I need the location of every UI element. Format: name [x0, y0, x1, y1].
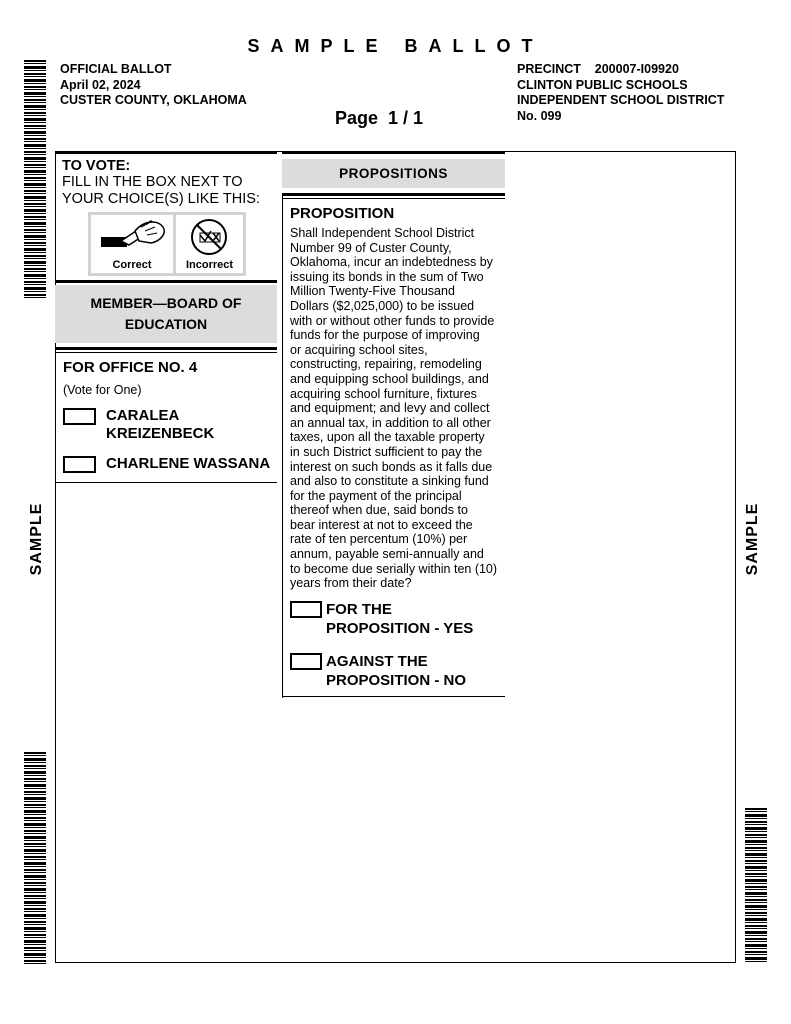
- divider: [282, 696, 505, 697]
- proposition-choice-no[interactable]: [290, 652, 505, 690]
- proposition-text-line: with or without other funds to provide: [290, 313, 495, 328]
- proposition-text-line: taxes, upon all the taxable property: [290, 430, 485, 445]
- proposition-text-line: constructing, repairing, remodeling: [290, 357, 482, 372]
- proposition-text-line: acquiring school furniture, fixtures: [290, 386, 477, 401]
- precinct-number: PRECINCT 200007-I09920: [517, 62, 679, 76]
- contest-heading-line2: EDUCATION: [124, 316, 208, 332]
- proposition-choice-yes[interactable]: [290, 600, 505, 638]
- proposition-text-line: bear interest at not to exceed the: [290, 517, 473, 532]
- proposition-text-line: an annual tax, in addition to all other: [290, 415, 491, 430]
- county-name: CUSTER COUNTY, OKLAHOMA: [60, 93, 247, 107]
- precinct-info: [517, 62, 724, 124]
- proposition-text-line: annum, payable semi-annually and: [290, 547, 484, 562]
- contest-heading: [55, 285, 277, 343]
- vote-box[interactable]: [63, 456, 96, 473]
- candidate-option[interactable]: [63, 407, 277, 443]
- incorrect-example: [176, 215, 243, 273]
- proposition-text-line: interest on such bonds as it falls due: [290, 459, 493, 474]
- column-contests: [55, 151, 277, 483]
- proposition-text-line: and equipment; and levy and collect: [290, 401, 490, 416]
- page-number: Page 1 / 1: [335, 108, 424, 128]
- instructions-line2: YOUR CHOICE(S) LIKE THIS:: [62, 191, 260, 207]
- proposition-text-line: funds for the purpose of improving: [290, 328, 480, 343]
- vote-for-instruction: (Vote for One): [63, 383, 142, 397]
- marking-examples: [88, 212, 246, 276]
- district-name: CLINTON PUBLIC SCHOOLS: [517, 77, 688, 92]
- incorrect-mark-icon: [176, 215, 243, 259]
- vote-box[interactable]: [290, 653, 322, 670]
- proposition-text-line: Number 99 of Custer County,: [290, 240, 452, 255]
- candidate-name-line1: CHARLENE WASSANA: [106, 455, 271, 472]
- proposition-text-line: Shall Independent School District: [290, 226, 475, 240]
- proposition-text-line: issuing its bonds in the sum of Two: [290, 269, 484, 284]
- candidate-name-line2: KREIZENBECK: [106, 425, 215, 442]
- proposition-heading: PROPOSITION: [290, 205, 395, 222]
- sample-label-left: SAMPLE: [28, 502, 45, 576]
- choice-line1: AGAINST THE: [326, 652, 428, 670]
- instructions-heading: TO VOTE:: [62, 158, 131, 174]
- proposition-text-line: Oklahoma, incur an indebtedness by: [290, 255, 493, 270]
- proposition-text: [282, 222, 505, 591]
- choice-line1: FOR THE: [326, 600, 392, 618]
- candidate-option[interactable]: [63, 455, 277, 473]
- propositions-section-heading: PROPOSITIONS: [282, 159, 505, 188]
- proposition-text-line: Dollars ($2,025,000) to be issued: [290, 298, 475, 313]
- ballot-info: [60, 62, 247, 109]
- vote-box[interactable]: [63, 408, 96, 425]
- proposition-text-line: Million Twenty-Five Thousand: [290, 284, 455, 299]
- column-divider: [282, 194, 283, 698]
- sample-label-right: SAMPLE: [744, 502, 761, 576]
- candidate-name-line1: CARALEA: [106, 407, 180, 424]
- proposition-text-line: and also to constitute a sinking fund: [290, 474, 489, 489]
- correct-label: Correct: [112, 259, 152, 271]
- barcode-left-top: [24, 60, 46, 298]
- incorrect-label: Incorrect: [185, 259, 234, 271]
- office-title: FOR OFFICE NO. 4: [63, 359, 198, 376]
- proposition-text-line: thereof when due, said bonds to: [290, 503, 468, 518]
- choice-line2: PROPOSITION - YES: [326, 619, 474, 637]
- proposition-text-line: rate of ten percentum (10%) per: [290, 532, 468, 547]
- ballot-title: SAMPLE BALLOT: [247, 36, 544, 56]
- divider: [55, 482, 277, 483]
- pen-filling-box-icon: [91, 215, 173, 259]
- vote-box[interactable]: [290, 601, 322, 618]
- proposition-text-line: to become due serially within ten (10): [290, 561, 498, 576]
- correct-example: [91, 215, 173, 273]
- election-date: April 02, 2024: [60, 77, 141, 92]
- proposition-text-line: in such District sufficient to pay the: [290, 444, 483, 459]
- district-type: INDEPENDENT SCHOOL DISTRICT: [517, 93, 725, 107]
- barcode-left-bottom: [24, 752, 46, 964]
- district-number: No. 099: [517, 108, 562, 123]
- barcode-right-bottom: [745, 808, 767, 964]
- proposition-text-line: for the payment of the principal: [290, 488, 462, 503]
- contest-heading-line1: MEMBER—BOARD OF: [90, 295, 242, 311]
- instructions-line1: FILL IN THE BOX NEXT TO: [62, 174, 243, 190]
- choice-line2: PROPOSITION - NO: [326, 671, 467, 689]
- proposition-text-line: years from their date?: [290, 576, 412, 591]
- column-propositions: [282, 151, 505, 697]
- proposition-text-line: or acquiring school sites,: [290, 342, 428, 357]
- proposition-text-line: and equipping school buildings, and: [290, 371, 489, 386]
- ballot-type: OFFICIAL BALLOT: [60, 62, 172, 76]
